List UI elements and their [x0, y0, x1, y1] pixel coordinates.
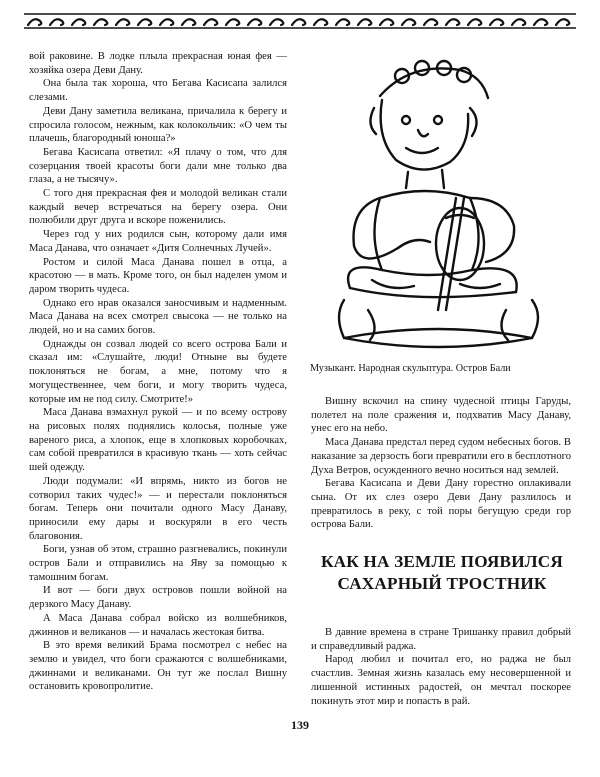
- paragraph: Бегава Касисапа и Деви Дану горестно оплакивали сына. От их слез озеро Деви Дану разлилось и превратилось в реку, с той поры бегущую среди гор острова Бали.: [311, 478, 571, 531]
- figure-caption: Музыкант. Народная скульптура. Остров Бали: [310, 363, 511, 374]
- section-heading: [311, 551, 573, 595]
- heading-line: КАК НА ЗЕМЛЕ ПОЯВИЛСЯ: [321, 552, 563, 571]
- paragraph: Вишну вскочил на спину чудесной птицы Гаруды, полетел на поле сражения и, подхватив Масу Данаву, унес его на небо.: [311, 396, 571, 435]
- musician-sculpture-illustration: [310, 48, 572, 358]
- heading-line: САХАРНЫЙ ТРОСТНИК: [337, 574, 547, 593]
- paragraph: Маса Данава предстал перед судом небесных богов. В наказание за дерзость боги превратили его в бесплотного Духа Ветров, осужденного вечно носиться над землей.: [311, 437, 571, 476]
- page-number: 139: [291, 718, 309, 732]
- paragraph: Бегава Касисапа ответил: «Я плачу о том, что для созерцания твоей красоты боги дали мне только два глаза, а не тысячу».: [29, 146, 287, 186]
- paragraph: Однажды он созвал людей со всего острова Бали и сказал им: «Слушайте, люди! Отныне вы будете поклоняться не богам, а мне, потому что я могущественнее, чем боги, и могу творить чудеса, которые им не под силу. Смотрите!»: [29, 338, 287, 405]
- paragraph: Люди подумали: «И впрямь, никто из богов не сотворил таких чудес!» — и перестали поклоняться богам. Теперь они почитали одного Масу Данаву, приносили ему дары и воскуряли в его честь благовония.: [29, 475, 287, 542]
- paragraph: Через год у них родился сын, которому дали имя Маса Данава, что означает «Дитя Солнечных Лучей».: [29, 229, 287, 254]
- paragraph: И вот — боги двух островов пошли войной на дерзкого Масу Данаву.: [29, 585, 287, 611]
- paragraph: С того дня прекрасная фея и молодой великан стали каждый вечер встречаться на берегу озера. Они полюбили друг друга и вскоре поженились.: [29, 188, 287, 227]
- right-text-column-2: [311, 626, 571, 708]
- paragraph: Однако его нрав оказался заносчивым и надменным. Маса Данава на всех смотрел свысока — не только на людей, но и на самих богов.: [29, 297, 287, 337]
- paragraph: В это время великий Брама посмотрел с небес на землю и увидел, что боги сражаются с волшебниками, джиннами и великанами. Он тут же послал Вишну остановить кровопролитие.: [29, 640, 287, 693]
- paragraph: вой раковине. В лодке плыла прекрасная юная фея — хозяйка озера Деви Дану.: [29, 51, 287, 76]
- paragraph: Народ любил и почитал его, но раджа не был счастлив. Земная жизнь казалась ему несовершенной и лишенной истинных радостей, он мечтал поскорее покинуть этот мир и попасть в рай.: [311, 654, 571, 707]
- right-text-column: [311, 395, 571, 532]
- paragraph: Боги, узнав об этом, страшно разгневались, покинули остров Бали и отправились на Яву за помощью к тамошним богам.: [29, 544, 287, 583]
- paragraph: Ростом и силой Маса Данава пошел в отца, а красотою — в мать. Кроме того, он был наделен умом и даром творить чудеса.: [29, 256, 287, 295]
- paragraph: Маса Данава взмахнул рукой — и по всему острову на рисовых полях поднялись колосья, полные уже вареного риса, а хлопок, еще в хлопковых коробочках, сам собой превратился в красивую ткань — хоть сейчас шей одежду.: [29, 407, 287, 474]
- ornament-border: [24, 10, 576, 32]
- paragraph: Она была так хороша, что Бегава Касисапа залился слезами.: [29, 78, 287, 104]
- left-text-column: [29, 50, 287, 694]
- paragraph: В давние времена в стране Тришанку правил добрый и справедливый раджа.: [311, 627, 571, 652]
- paragraph: А Маса Данава собрал войско из волшебников, джиннов и великанов — и началась жестокая битва.: [29, 612, 287, 638]
- paragraph: Деви Дану заметила великана, причалила к берегу и спросила голосом, нежным, как колокольчик: «О чем ты плачешь, благородный юноша?»: [29, 105, 287, 145]
